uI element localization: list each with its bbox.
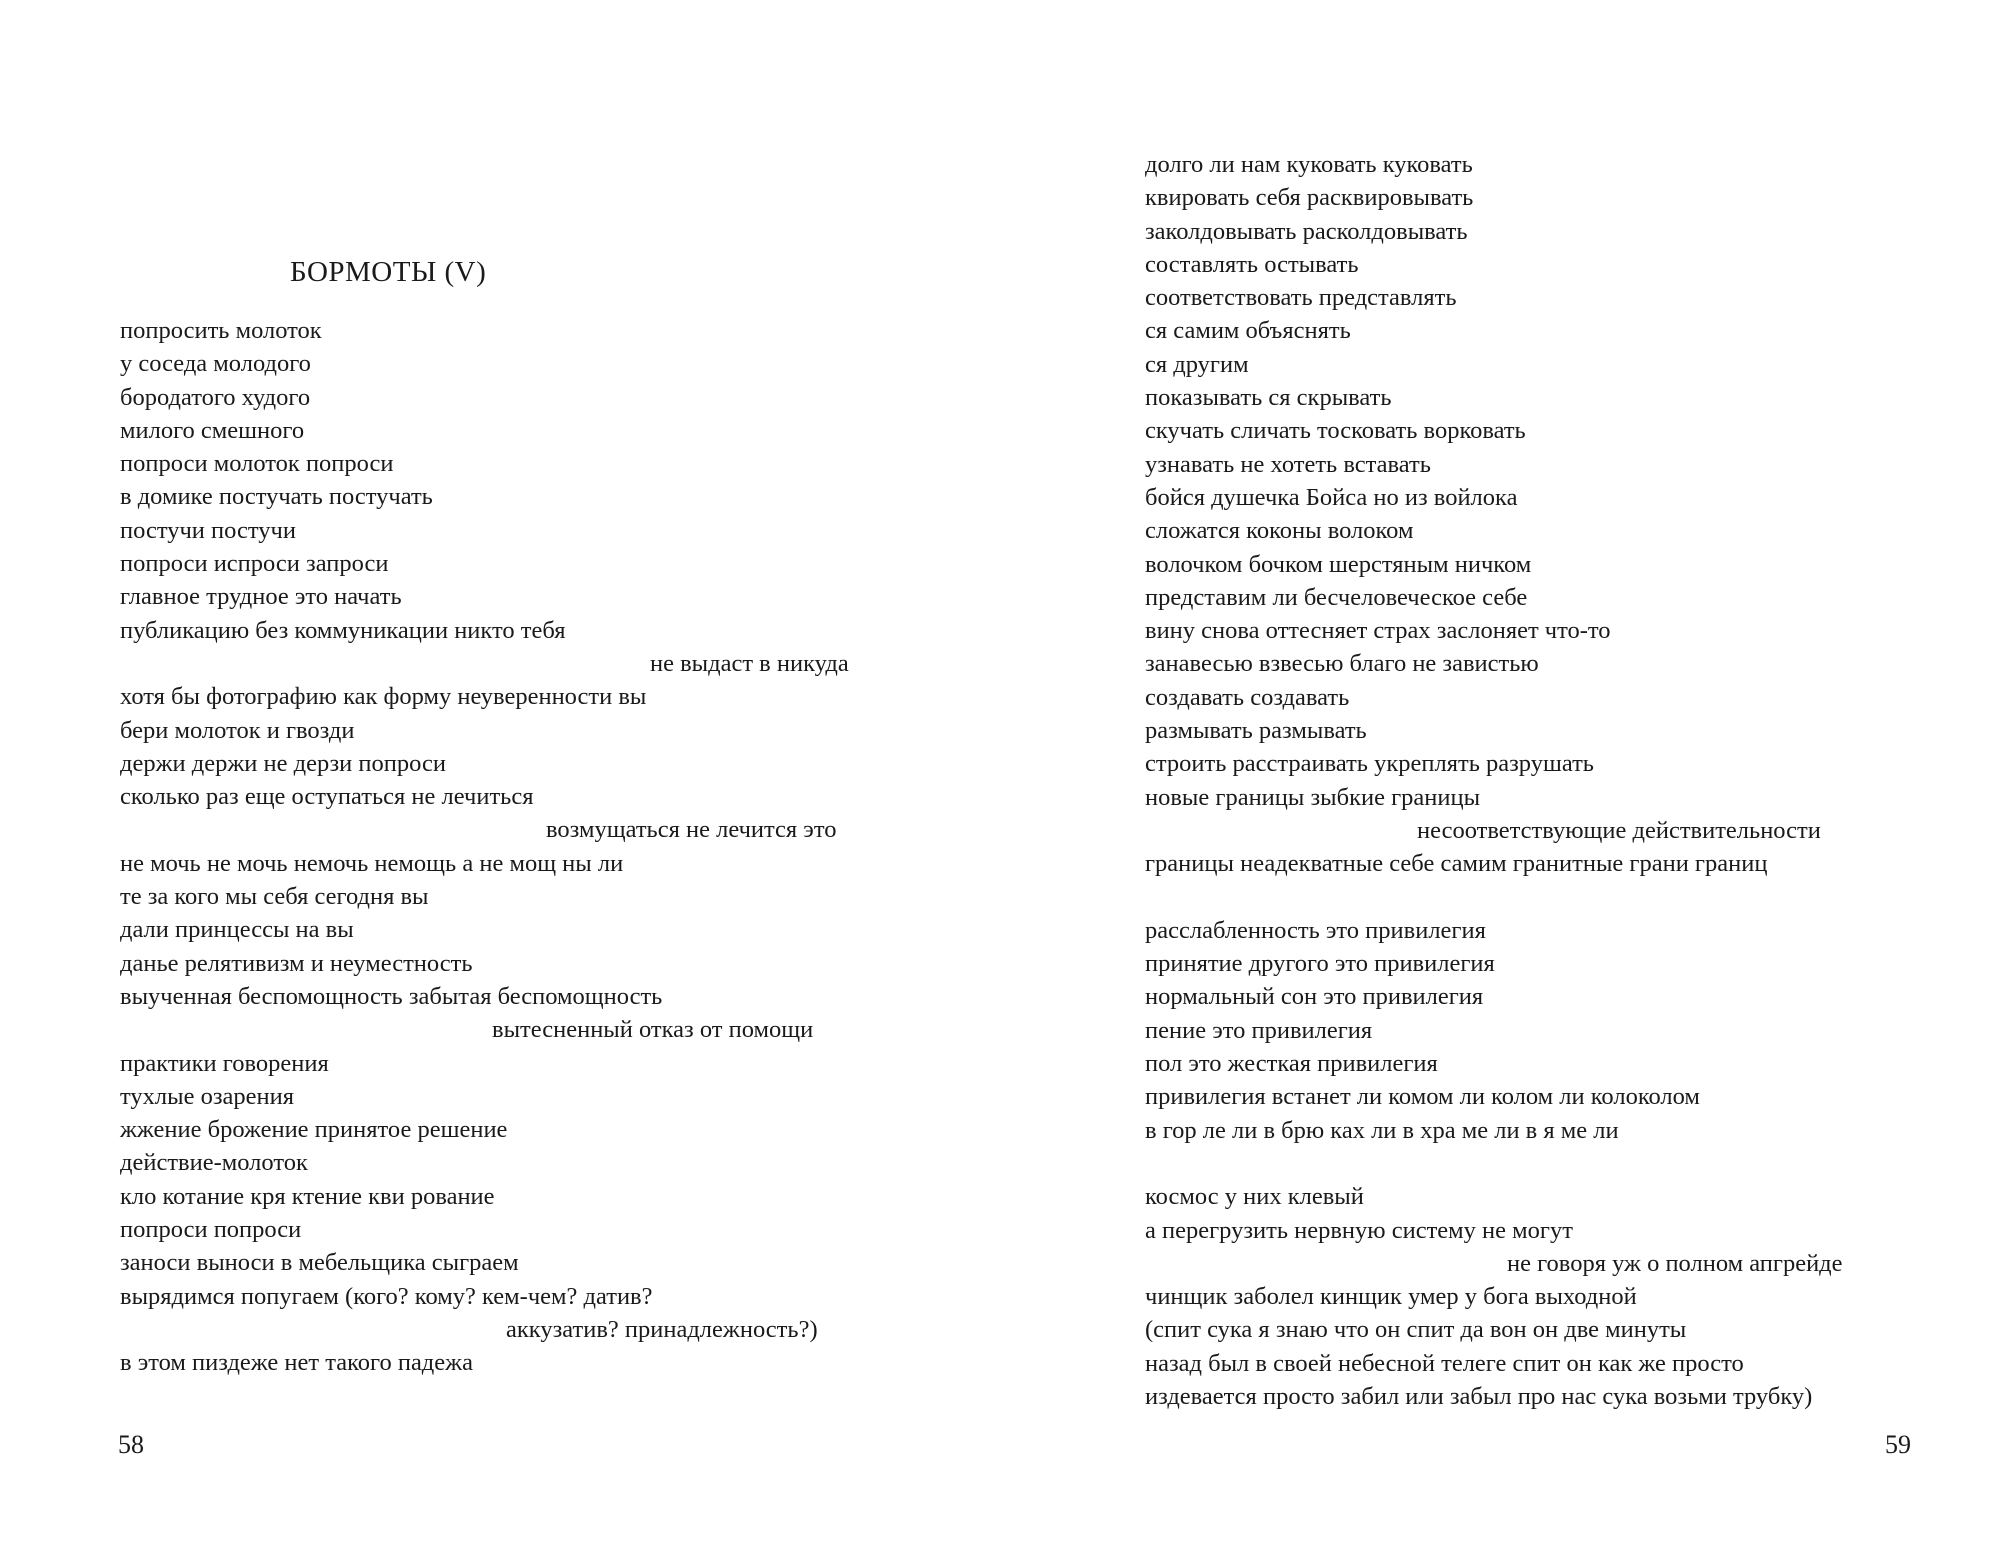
verse-line: назад был в своей небесной телеге спит он как же просто [1145, 1349, 1744, 1377]
verse-line: создавать создавать [1145, 683, 1350, 711]
left-verse [120, 314, 980, 1380]
verse-line: постучи постучи [120, 516, 296, 544]
verse-line-indented: не говоря уж о полном апгрейде [1507, 1249, 1843, 1277]
verse-line: долго ли нам куковать куковать [1145, 151, 1473, 178]
verse-line: дали принцессы на вы [120, 916, 354, 944]
right-page [1000, 0, 2000, 1563]
verse-line: у соседа молодого [120, 350, 311, 378]
verse-line-indented: аккузатив? принадлежность?) [506, 1315, 818, 1343]
verse-line: практики говорения [120, 1049, 329, 1077]
verse-line: новые границы зыбкие границы [1145, 783, 1481, 811]
verse-line: вину снова оттесняет страх заслоняет что-то [1145, 617, 1611, 645]
verse-line: квировать себя расквировывать [1145, 184, 1474, 212]
verse-line: издевается просто забил или забыл про нас сука возьми трубку) [1145, 1382, 1813, 1410]
verse-line: данье релятивизм и неуместность [120, 949, 473, 977]
verse-line: сколько раз еще оступаться не лечиться [120, 783, 534, 811]
verse-line: сложатся коконы волоком [1145, 517, 1414, 545]
verse-line: привилегия встанет ли комом ли колом ли колоколом [1145, 1083, 1700, 1111]
verse-line: бородатого худого [120, 383, 311, 411]
verse-line: составлять остывать [1145, 250, 1359, 278]
verse-line: жжение брожение принятое решение [120, 1116, 508, 1144]
verse-line-indented: не выдаст в никуда [650, 649, 849, 677]
verse-line: строить расстраивать укреплять разрушать [1145, 750, 1594, 778]
verse-line: принятие другого это привилегия [1145, 950, 1495, 978]
stanza-break [1145, 1147, 2000, 1180]
verse-line: волочком бочком шерстяным ничком [1145, 550, 1532, 578]
verse-line: пол это жесткая привилегия [1145, 1050, 1438, 1078]
verse-line: (спит сука я знаю что он спит да вон он две минуты [1145, 1316, 1687, 1344]
right-verse [1145, 148, 2000, 1413]
verse-line: бери молоток и гвозди [120, 716, 355, 744]
verse-line: хотя бы фотографию как форму неуверенности вы [120, 683, 647, 711]
verse-line-indented: возмущаться не лечится это [546, 816, 837, 844]
verse-line: заколдовывать расколдовывать [1145, 217, 1468, 245]
verse-line: попроси попроси [120, 1216, 302, 1244]
verse-line-indented: вытесненный отказ от помощи [492, 1016, 814, 1044]
verse-line: чинщик заболел кинщик умер у бога выходной [1145, 1283, 1637, 1311]
verse-line: действие-молоток [120, 1149, 308, 1177]
verse-line: главное трудное это начать [120, 583, 402, 611]
verse-line: в этом пиздеже нет такого падежа [120, 1349, 473, 1377]
verse-line: скучать сличать тосковать ворковать [1145, 417, 1526, 445]
verse-line: попросить молоток [120, 317, 322, 344]
verse-line: те за кого мы себя сегодня вы [120, 883, 429, 911]
poem-title: БОРМОТЫ (V) [290, 256, 487, 288]
verse-line: ся самим объяснять [1145, 317, 1351, 345]
verse-line-indented: несоответствующие действительности [1417, 816, 1821, 844]
verse-line: попроси испроси запроси [120, 550, 389, 578]
verse-line: публикацию без коммуникации никто тебя [120, 616, 566, 644]
verse-line: космос у них клевый [1145, 1183, 1364, 1211]
verse-line: соответствовать представлять [1145, 284, 1457, 312]
stanza-break [1145, 881, 2000, 914]
verse-line: ся другим [1145, 350, 1249, 378]
verse-line: нормальный сон это привилегия [1145, 983, 1484, 1011]
verse-line: представим ли бесчеловеческое себе [1145, 583, 1528, 611]
verse-line: заноси выноси в мебельщика сыграем [120, 1249, 519, 1277]
verse-line: вырядимся попугаем (кого? кому? кем-чем? датив? [120, 1282, 653, 1310]
verse-line: показывать ся скрывать [1145, 384, 1392, 412]
verse-line: кло котание кря ктение кви рование [120, 1182, 495, 1210]
verse-line: бойся душечка Бойса но из войлока [1145, 483, 1518, 511]
verse-line: держи держи не дерзи попроси [120, 749, 446, 777]
verse-line: в домике постучать постучать [120, 483, 433, 511]
verse-line: пение это привилегия [1145, 1016, 1373, 1044]
verse-line: границы неадекватные себе самим гранитные грани границ [1145, 850, 1768, 878]
verse-line: размывать размывать [1145, 717, 1367, 745]
verse-line: милого смешного [120, 416, 305, 444]
verse-line: попроси молоток попроси [120, 450, 394, 478]
verse-line: занавесью взвесью благо не завистью [1145, 650, 1539, 678]
page-number: 58 [118, 1430, 144, 1459]
verse-line: расслабленность это привилегия [1145, 916, 1486, 944]
verse-line: а перегрузить нервную систему не могут [1145, 1216, 1573, 1244]
verse-line: выученная беспомощность забытая беспомощность [120, 982, 663, 1010]
verse-line: узнавать не хотеть вставать [1145, 450, 1431, 478]
page-number: 59 [1885, 1430, 1911, 1459]
verse-line: не мочь не мочь немочь немощь а не мощ ны ли [120, 849, 624, 877]
verse-line: тухлые озарения [120, 1082, 294, 1110]
verse-line: в гор ле ли в брю ках ли в хра ме ли в я ме ли [1145, 1116, 1619, 1144]
